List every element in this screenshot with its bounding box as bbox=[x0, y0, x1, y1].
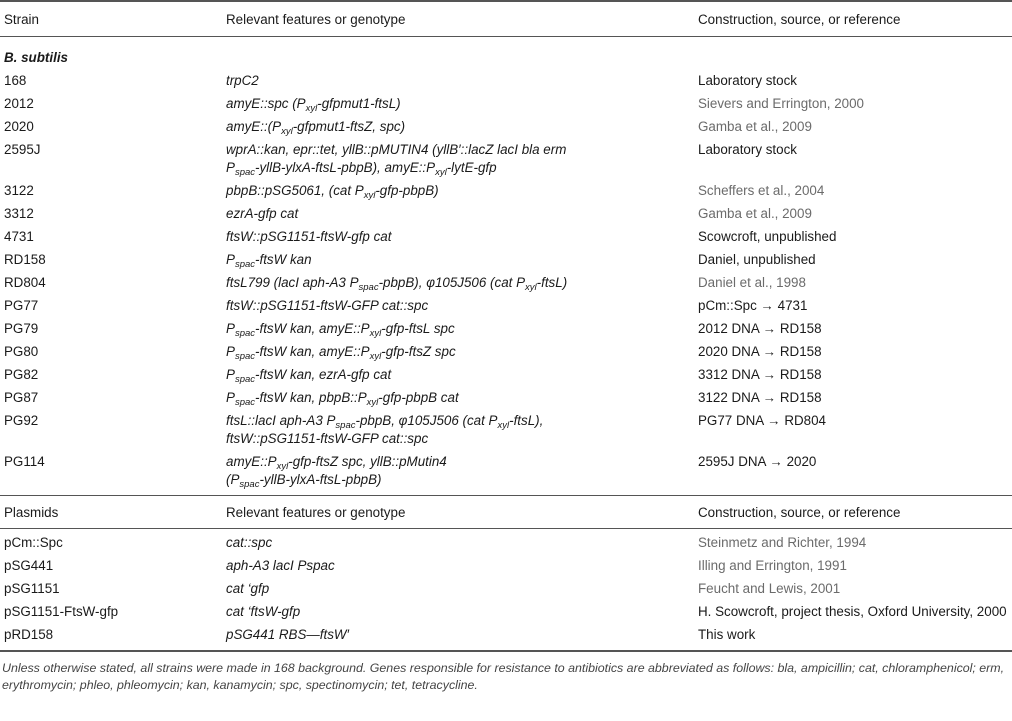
genotype-cell bbox=[222, 200, 694, 223]
genotype-text: (P bbox=[226, 472, 240, 487]
reference-cell: Daniel, unpublished bbox=[698, 252, 816, 267]
genotype-text: -gfp-pbpB cat bbox=[378, 390, 459, 405]
genotype-text: -yllB-ylxA-ftsL-pbpB), amyE::P bbox=[255, 160, 436, 175]
genotype-text: -lytE-gfp bbox=[446, 160, 497, 175]
plasmid-header-row bbox=[0, 496, 1012, 529]
genotype-cell bbox=[222, 223, 694, 246]
genotype-text: P bbox=[226, 252, 235, 267]
strain-cell: 168 bbox=[4, 73, 27, 88]
genotype-text: P bbox=[226, 367, 235, 382]
table-footnote: Unless otherwise stated, all strains were made in 168 background. Genes responsible for resistance to antibiotics are abbreviated as follows: bla, ampicillin; cat, chloramphenicol; erm, erythromycin; phleo, phleomycin; kan, kanamycin; spc, spectinomycin; tet, tetracycline. bbox=[2, 661, 1005, 692]
genotype-cell bbox=[222, 315, 694, 338]
genotype-text: P bbox=[226, 390, 235, 405]
section-bsubtilis: B. subtilis bbox=[4, 50, 68, 65]
table-row bbox=[0, 361, 1012, 384]
section-row bbox=[0, 37, 1012, 68]
genotype-text: -ftsW kan, amyE::P bbox=[255, 321, 370, 336]
table-row bbox=[0, 67, 1012, 90]
genotype-subscript: xyl bbox=[305, 103, 318, 114]
reference-cell: 2020 DNA → RD158 bbox=[698, 344, 822, 359]
genotype-subscript: spac bbox=[234, 328, 256, 339]
genotype-subscript: xyl bbox=[363, 190, 376, 201]
genotype-cell bbox=[222, 113, 694, 136]
genotype-cell bbox=[222, 177, 694, 200]
header-strain: Strain bbox=[0, 1, 222, 37]
plasmid-cell: pSG1151 bbox=[4, 581, 60, 596]
reference-cell: 2012 DNA → RD158 bbox=[698, 321, 822, 336]
strain-cell: 4731 bbox=[4, 229, 34, 244]
genotype-cell bbox=[222, 269, 694, 292]
table-row bbox=[0, 552, 1012, 575]
genotype-cell bbox=[222, 246, 694, 269]
genotype-text: -gfp-ftsZ spc, yllB::pMutin4 bbox=[288, 454, 447, 469]
table-row bbox=[0, 315, 1012, 338]
genotype-text: -pbpB, φ105J506 (cat P bbox=[355, 413, 498, 428]
genotype-text: -pbpB), φ105J506 (cat P bbox=[378, 275, 526, 290]
genotype-subscript: spac bbox=[335, 420, 356, 431]
header-features: Relevant features or genotype bbox=[222, 1, 694, 37]
genotype-subscript: xyl bbox=[369, 351, 382, 362]
genotype-text: -gfpmut1-ftsZ, spc) bbox=[292, 119, 406, 134]
table-row bbox=[0, 292, 1012, 315]
genotype-text: ftsW::pSG1151-ftsW-gfp cat bbox=[226, 229, 392, 244]
reference-cell: PG77 DNA → RD804 bbox=[698, 413, 827, 428]
strain-cell: PG87 bbox=[4, 390, 39, 405]
plasmid-cell: pCm::Spc bbox=[4, 535, 63, 550]
genotype-text: -yllB-ylxA-ftsL-pbpB) bbox=[259, 472, 382, 487]
genotype-text: wprA::kan, epr::tet, yllB::pMUTIN4 (yllB′::lacZ lacI bla erm bbox=[226, 142, 567, 157]
strain-cell: 3312 bbox=[4, 206, 34, 221]
strain-cell: 2012 bbox=[4, 96, 34, 111]
strain-cell: PG80 bbox=[4, 344, 39, 359]
genotype-text: amyE::(P bbox=[226, 119, 282, 134]
genotype-cell bbox=[222, 448, 694, 496]
strain-cell: 3122 bbox=[4, 183, 34, 198]
plasmid-genotype-cell: cat ‘ftsW-gfp bbox=[226, 604, 301, 619]
genotype-subscript: spac bbox=[239, 479, 260, 490]
reference-link[interactable]: Feucht and Lewis, 2001 bbox=[698, 581, 841, 596]
table-row bbox=[0, 177, 1012, 200]
genotype-text: pbpB::pSG5061, (cat P bbox=[226, 183, 364, 198]
table-row bbox=[0, 200, 1012, 223]
plasmid-genotype-cell: cat ‘gfp bbox=[226, 581, 270, 596]
reference-cell: 3122 DNA → RD158 bbox=[698, 390, 822, 405]
strain-cell: PG79 bbox=[4, 321, 39, 336]
genotype-cell bbox=[222, 136, 694, 177]
table-row bbox=[0, 575, 1012, 598]
genotype-subscript: xyl bbox=[281, 126, 293, 137]
genotype-cell bbox=[222, 407, 694, 448]
genotype-cell bbox=[222, 292, 694, 315]
genotype-text: P bbox=[226, 344, 235, 359]
genotype-subscript: xyl bbox=[276, 461, 289, 472]
genotype-subscript: spac bbox=[358, 282, 379, 293]
reference-cell: Scowcroft, unpublished bbox=[698, 229, 837, 244]
genotype-text: -ftsW kan, amyE::P bbox=[255, 344, 370, 359]
genotype-text: -ftsW kan bbox=[255, 252, 312, 267]
genotype-subscript: spac bbox=[234, 167, 256, 178]
genotype-text: trpC2 bbox=[226, 73, 259, 88]
genotype-text: ftsW::pSG1151-ftsW-GFP cat::spc bbox=[226, 298, 429, 313]
genotype-text: -ftsW kan, pbpB::P bbox=[255, 390, 367, 405]
genotype-text: ftsL799 (lacI aph-A3 P bbox=[226, 275, 359, 290]
genotype-text: P bbox=[226, 321, 235, 336]
strain-cell: PG82 bbox=[4, 367, 39, 382]
reference-link[interactable]: Sievers and Errington, 2000 bbox=[698, 96, 864, 111]
table-row bbox=[0, 448, 1012, 496]
plasmid-cell: pRD158 bbox=[0, 621, 222, 651]
plasmid-genotype-cell: cat::spc bbox=[226, 535, 273, 550]
genotype-cell bbox=[222, 361, 694, 384]
strain-cell: 2020 bbox=[4, 119, 34, 134]
reference-cell: H. Scowcroft, project thesis, Oxford University, 2000 bbox=[698, 604, 1007, 619]
plasmid-genotype-cell: aph-A3 lacI Pspac bbox=[226, 558, 335, 573]
genotype-subscript: xyl bbox=[435, 167, 447, 178]
reference-cell: 3312 DNA → RD158 bbox=[698, 367, 822, 382]
genotype-text: -ftsL), bbox=[509, 413, 544, 428]
table-row bbox=[0, 338, 1012, 361]
genotype-text: ezrA-gfp cat bbox=[226, 206, 299, 221]
plasmid-genotype-cell: pSG441 RBS—ftsW′ bbox=[222, 621, 694, 651]
strain-cell: RD158 bbox=[4, 252, 46, 267]
genotype-text: ftsL::lacI aph-A3 P bbox=[226, 413, 336, 428]
reference-cell: Laboratory stock bbox=[698, 73, 797, 88]
table-row bbox=[0, 621, 1012, 651]
genotype-cell bbox=[222, 384, 694, 407]
genotype-subscript: spac bbox=[234, 351, 256, 362]
genotype-cell bbox=[222, 338, 694, 361]
plasmid-rows bbox=[0, 529, 1012, 652]
table-row bbox=[0, 246, 1012, 269]
genotype-subscript: xyl bbox=[366, 397, 379, 408]
table-row bbox=[0, 136, 1012, 177]
table-row bbox=[0, 598, 1012, 621]
genotype-text: -ftsW kan, ezrA-gfp cat bbox=[255, 367, 392, 382]
genotype-cell bbox=[222, 67, 694, 90]
reference-link[interactable]: Gamba et al., 2009 bbox=[698, 119, 812, 134]
reference-link[interactable]: Gamba et al., 2009 bbox=[698, 206, 812, 221]
table-row bbox=[0, 529, 1012, 553]
strain-cell: PG92 bbox=[4, 413, 39, 428]
genotype-subscript: xyl bbox=[369, 328, 382, 339]
reference-cell: This work bbox=[694, 621, 1012, 651]
genotype-text: ftsW::pSG1151-ftsW-GFP cat::spc bbox=[226, 431, 429, 446]
reference-link[interactable]: Scheffers et al., 2004 bbox=[698, 183, 825, 198]
genotype-text: -gfp-ftsL spc bbox=[381, 321, 455, 336]
table-row bbox=[0, 90, 1012, 113]
reference-cell: pCm::Spc → 4731 bbox=[698, 298, 808, 313]
strain-cell: PG114 bbox=[0, 448, 222, 496]
reference-cell: Laboratory stock bbox=[698, 142, 797, 157]
genotype-text: -gfp-ftsZ spc bbox=[381, 344, 456, 359]
table-row bbox=[0, 384, 1012, 407]
strain-cell: PG77 bbox=[4, 298, 39, 313]
plasmid-cell: pSG441 bbox=[4, 558, 54, 573]
strain-header-row bbox=[0, 1, 1012, 37]
strain-cell: 2595J bbox=[4, 142, 41, 157]
genotype-subscript: spac bbox=[234, 397, 256, 408]
strain-cell: RD804 bbox=[4, 275, 46, 290]
genotype-text: -gfp-pbpB) bbox=[375, 183, 439, 198]
header-reference: Construction, source, or reference bbox=[694, 1, 1012, 37]
table-row bbox=[0, 269, 1012, 292]
genotype-subscript: xyl bbox=[525, 282, 537, 293]
reference-link[interactable]: Steinmetz and Richter, 1994 bbox=[698, 535, 867, 550]
genotype-cell bbox=[222, 90, 694, 113]
genotype-subscript: spac bbox=[234, 259, 256, 270]
reference-link[interactable]: Daniel et al., 1998 bbox=[698, 275, 806, 290]
header-plasmid-reference: Construction, source, or reference bbox=[694, 496, 1012, 529]
header-plasmid-features: Relevant features or genotype bbox=[222, 496, 694, 529]
strain-rows bbox=[0, 37, 1012, 496]
table-row bbox=[0, 407, 1012, 448]
table-row bbox=[0, 223, 1012, 246]
genotype-text: -ftsL) bbox=[536, 275, 568, 290]
genotype-text: amyE::spc (P bbox=[226, 96, 306, 111]
reference-cell: 2595J DNA → 2020 bbox=[694, 448, 1012, 496]
genotype-text: P bbox=[226, 160, 235, 175]
header-plasmids: Plasmids bbox=[0, 496, 222, 529]
table-row bbox=[0, 113, 1012, 136]
genotype-text: amyE::P bbox=[226, 454, 277, 469]
plasmid-cell: pSG1151-FtsW-gfp bbox=[4, 604, 119, 619]
genotype-subscript: xyl bbox=[497, 420, 510, 431]
genotype-subscript: spac bbox=[234, 374, 256, 385]
genotype-text: -gfpmut1-ftsL) bbox=[317, 96, 401, 111]
reference-link[interactable]: Illing and Errington, 1991 bbox=[698, 558, 847, 573]
